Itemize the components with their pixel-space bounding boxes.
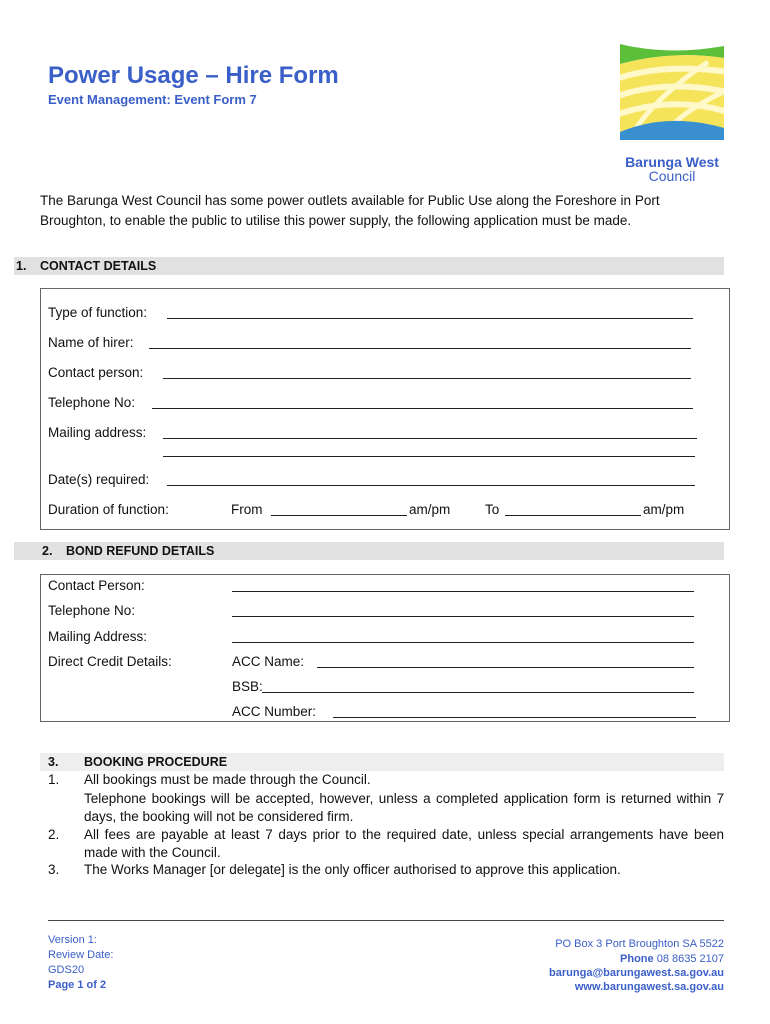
- section3-title: BOOKING PROCEDURE: [84, 755, 228, 769]
- procedure-item-number: 2.: [48, 827, 60, 842]
- section2-header: [14, 542, 724, 560]
- telephone-field[interactable]: [152, 408, 693, 409]
- from-label: From: [231, 502, 263, 517]
- mailing-address-label: Mailing address:: [48, 425, 147, 440]
- procedure-item-text: All fees are payable at least 7 days prior to the required date, unless special arrangements have been made with the Council.: [84, 827, 724, 860]
- footer-website[interactable]: www.barungawest.sa.gov.au: [574, 981, 724, 993]
- footer-phone: [620, 953, 724, 965]
- contact-details-box: [40, 288, 730, 530]
- dates-required-label: Date(s) required:: [48, 472, 150, 487]
- from-ampm-label: am/pm: [409, 502, 451, 517]
- type-of-function-field[interactable]: [167, 318, 693, 319]
- logo-text-line1: Barunga West: [625, 154, 719, 170]
- footer-code: GDS20: [48, 964, 85, 976]
- section2-number: 2.: [42, 544, 53, 558]
- procedure-item-text: Telephone bookings will be accepted, however, unless a completed application form is returned within 7 days, the booking will not be considered firm.: [84, 791, 724, 824]
- bond-refund-box: [40, 574, 730, 722]
- footer-phone-number: 08 8635 2107: [656, 953, 724, 965]
- mailing-address-field[interactable]: [163, 438, 697, 439]
- section1-header: [14, 257, 724, 275]
- procedure-item-text: All bookings must be made through the Council.: [84, 772, 371, 787]
- duration-label: Duration of function:: [48, 502, 169, 517]
- type-of-function-label: Type of function:: [48, 305, 148, 320]
- telephone-label: Telephone No:: [48, 395, 136, 410]
- bond-contact-person-field[interactable]: [232, 591, 694, 592]
- contact-person-label: Contact person:: [48, 365, 144, 380]
- section2-title: BOND REFUND DETAILS: [66, 544, 215, 558]
- section1-title: CONTACT DETAILS: [40, 259, 157, 273]
- procedure-item-number: 1.: [48, 772, 60, 787]
- footer-review-date: Review Date:: [48, 949, 114, 961]
- contact-person-field[interactable]: [163, 378, 691, 379]
- to-time-field[interactable]: [505, 515, 641, 516]
- from-time-field[interactable]: [271, 515, 407, 516]
- acc-name-field[interactable]: [317, 667, 694, 668]
- page-title: Power Usage – Hire Form: [48, 62, 339, 89]
- bond-mailing-address-field[interactable]: [232, 642, 694, 643]
- council-logo: [618, 42, 726, 142]
- acc-number-label: ACC Number:: [232, 704, 317, 719]
- bsb-label: BSB:: [232, 679, 263, 694]
- name-of-hirer-label: Name of hirer:: [48, 335, 134, 350]
- bond-telephone-label: Telephone No:: [48, 603, 136, 618]
- procedure-item-number: 3.: [48, 862, 60, 877]
- dates-required-field[interactable]: [167, 485, 695, 486]
- section1-number: 1.: [16, 259, 27, 273]
- page-subtitle: Event Management: Event Form 7: [48, 92, 257, 107]
- procedure-item-text: The Works Manager [or delegate] is the only officer authorised to approve this application.: [84, 862, 621, 877]
- section3-header: [40, 753, 724, 771]
- bsb-field[interactable]: [262, 692, 694, 693]
- footer-address: PO Box 3 Port Broughton SA 5522: [555, 938, 724, 950]
- to-label: To: [485, 502, 500, 517]
- acc-name-label: ACC Name:: [232, 654, 305, 669]
- intro-paragraph: The Barunga West Council has some power outlets available for Public Use along the Foreshore in Port Broughton, to enable the public to utilise this power supply, the following application must be made.: [40, 193, 660, 228]
- bond-mailing-address-label: Mailing Address:: [48, 629, 148, 644]
- footer-page-number: Page 1 of 2: [48, 979, 107, 991]
- bond-telephone-field[interactable]: [232, 616, 694, 617]
- bond-contact-person-label: Contact Person:: [48, 578, 145, 593]
- footer-email[interactable]: barunga@barungawest.sa.gov.au: [549, 967, 724, 979]
- mailing-address-field-line2[interactable]: [163, 456, 695, 457]
- footer-version: Version 1:: [48, 934, 97, 946]
- name-of-hirer-field[interactable]: [149, 348, 691, 349]
- footer-phone-label: Phone: [620, 953, 654, 965]
- direct-credit-label: Direct Credit Details:: [48, 654, 172, 669]
- acc-number-field[interactable]: [333, 717, 696, 718]
- section3-number: 3.: [48, 755, 59, 769]
- footer-divider: [48, 920, 724, 921]
- logo-text-line2: Council: [648, 168, 696, 184]
- to-ampm-label: am/pm: [643, 502, 685, 517]
